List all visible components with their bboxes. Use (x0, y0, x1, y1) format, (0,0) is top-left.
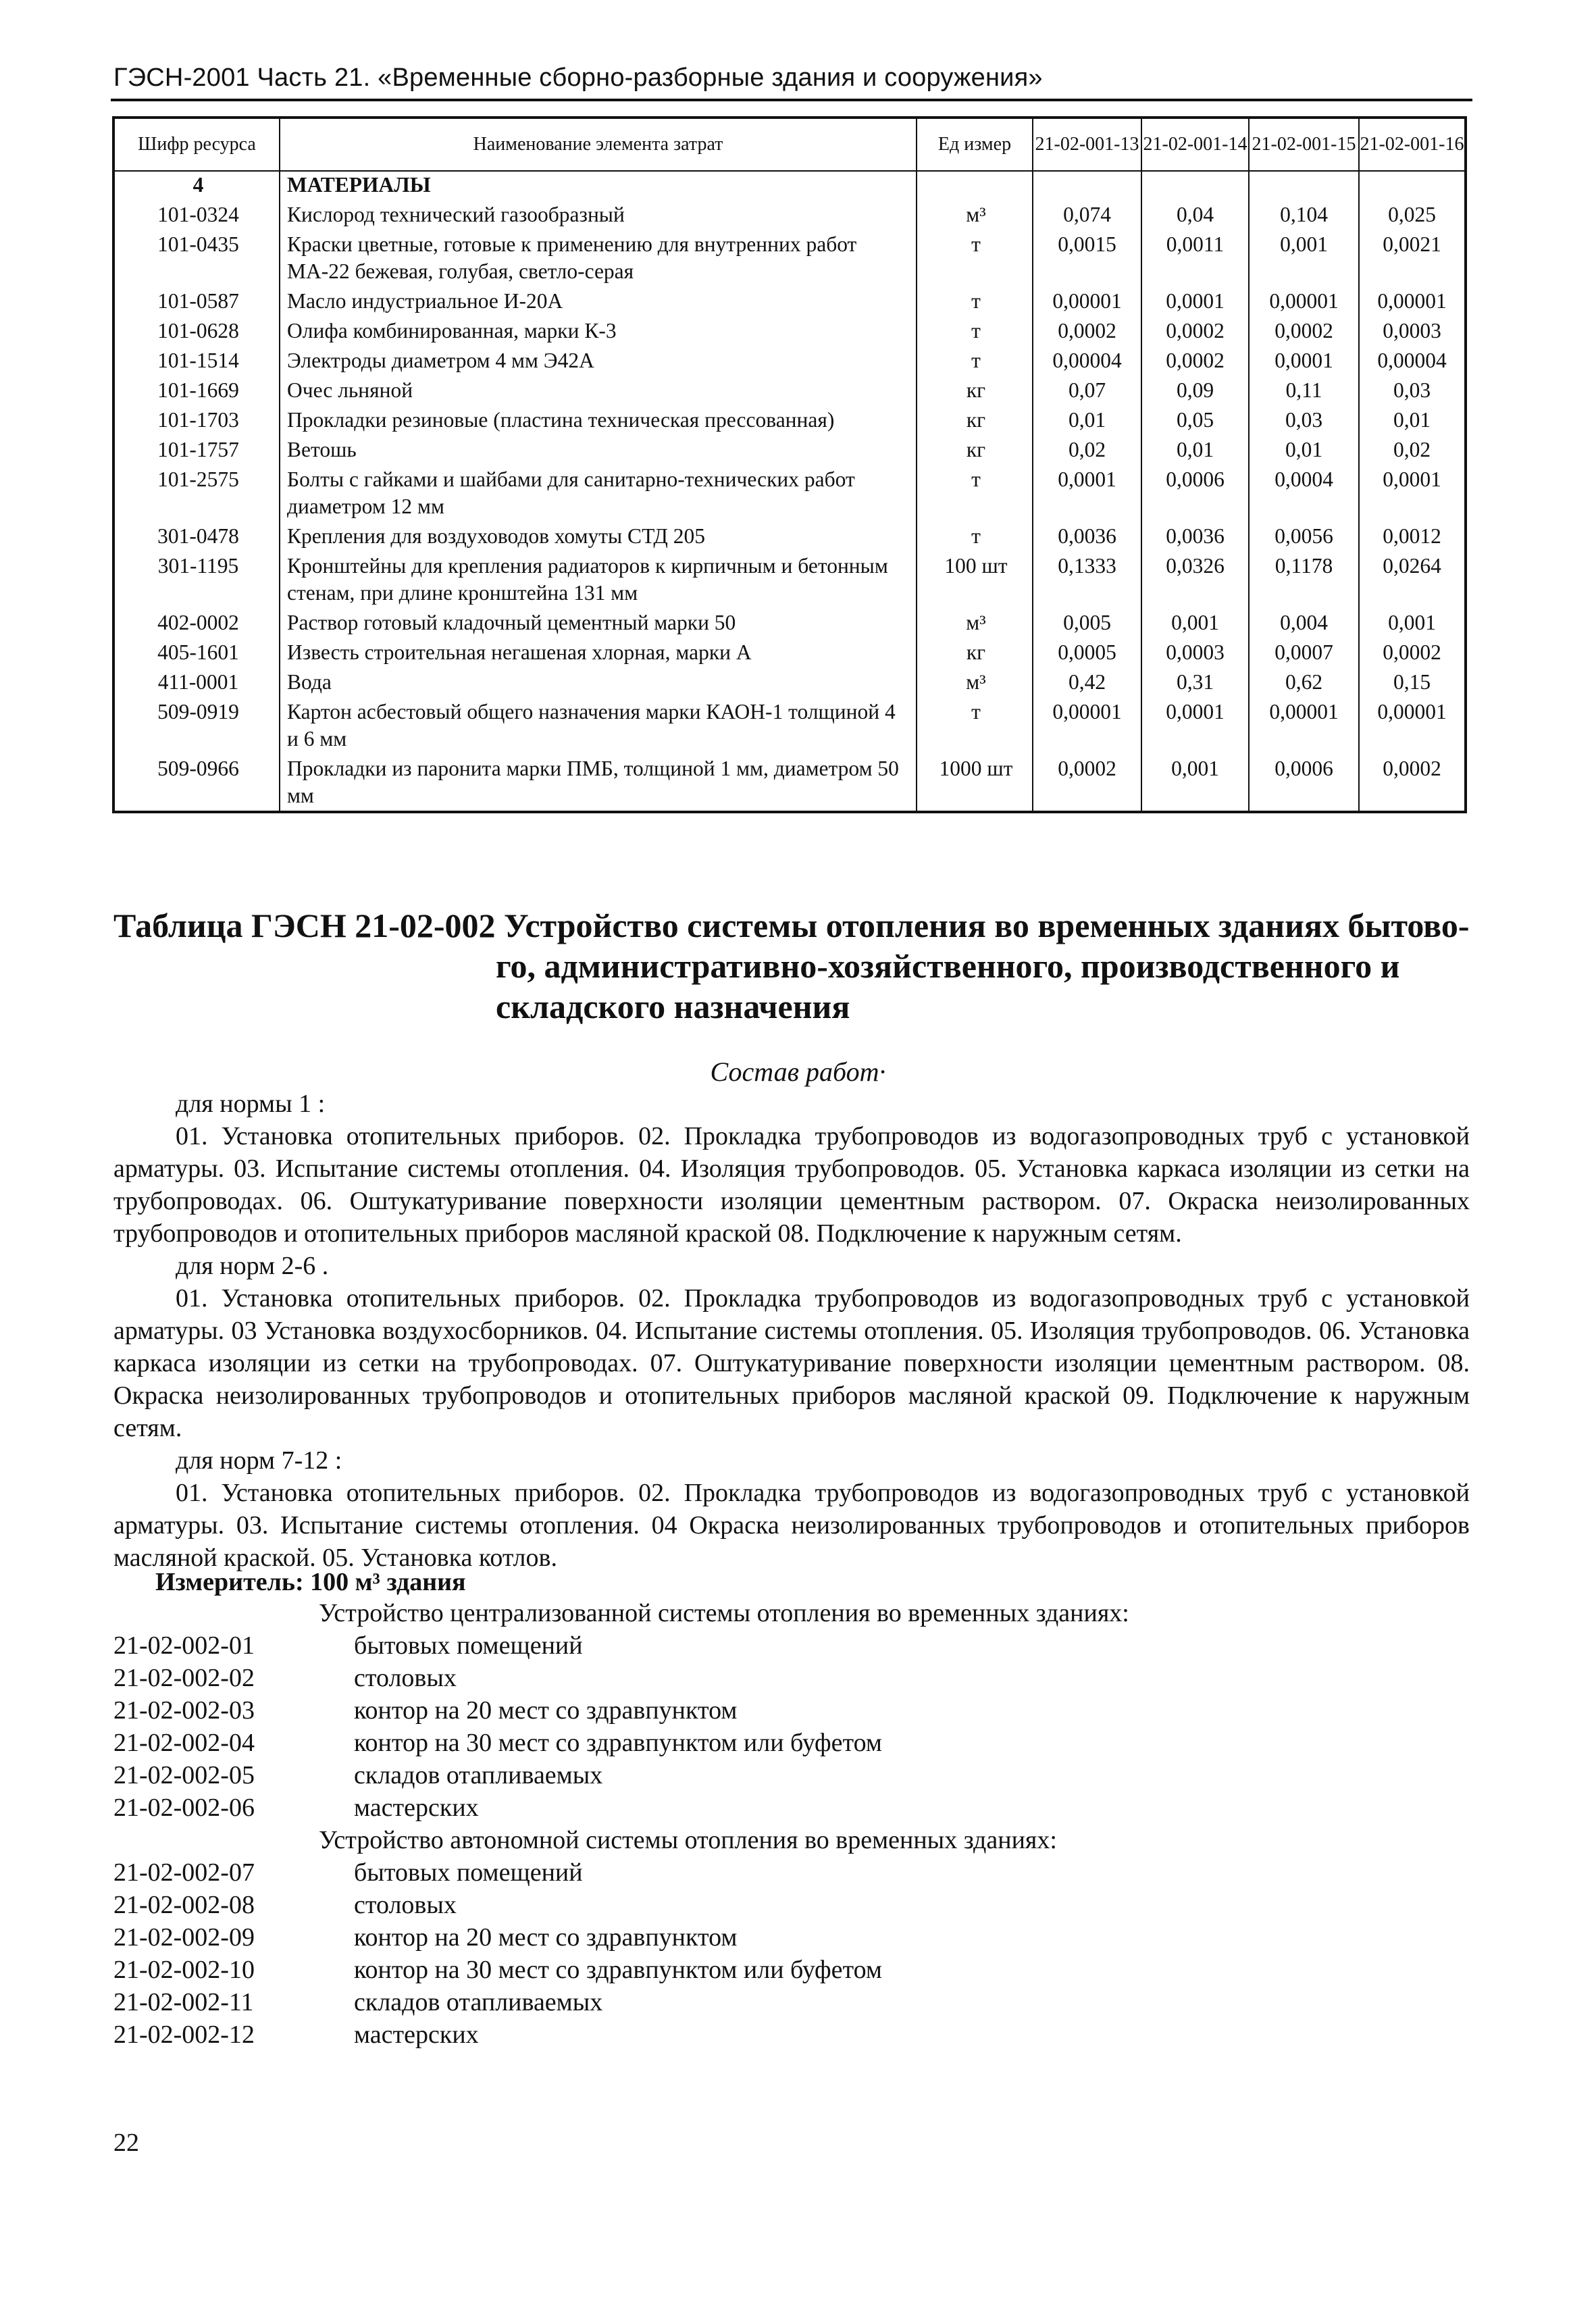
resource-code: 101-0628 (113, 316, 280, 346)
resource-value: 0,0001 (1141, 697, 1249, 754)
norm-1-label: для нормы 1 : (176, 1090, 326, 1118)
resource-unit: 1000 шт (917, 754, 1033, 812)
resource-value: 0,0001 (1141, 286, 1249, 316)
list-item (113, 1629, 1397, 1662)
list-item (113, 1954, 1397, 1986)
resource-code: 411-0001 (113, 667, 280, 697)
resource-name: Прокладки из паронита марки ПМБ, толщиной 1 мм, диаметром 50 мм (280, 754, 917, 812)
list-item (113, 1791, 1397, 1824)
norm-code-list (113, 1597, 1397, 2051)
resource-unit: т (917, 230, 1033, 286)
norm-description: столовых (354, 1664, 457, 1692)
norm-code: 21-02-002-05 (113, 1761, 255, 1789)
resource-code: 101-1514 (113, 346, 280, 376)
resource-value: 0,004 (1249, 608, 1359, 638)
resource-unit: 100 шт (917, 551, 1033, 608)
resource-value: 0,104 (1249, 200, 1359, 230)
group-2-items (113, 1856, 1397, 2051)
norm-code: 21-02-002-08 (113, 1891, 255, 1919)
norm-description: бытовых помещений (354, 1858, 583, 1887)
resource-value: 0,0006 (1249, 754, 1359, 812)
table-row (113, 286, 1466, 316)
resource-unit: т (917, 346, 1033, 376)
resource-value: 0,0002 (1141, 346, 1249, 376)
resource-value: 0,0015 (1033, 230, 1141, 286)
resource-code: 101-2575 (113, 465, 280, 522)
resource-value: 0,074 (1033, 200, 1141, 230)
section-title-line-2: го, административно-хозяйственного, производственного и (496, 947, 1400, 985)
resource-unit: кг (917, 405, 1033, 435)
table-row (113, 346, 1466, 376)
resource-value: 0,03 (1249, 405, 1359, 435)
running-header: ГЭСН-2001 Часть 21. «Временные сборно-разборные здания и сооружения» (113, 63, 1043, 92)
resource-value: 0,001 (1249, 230, 1359, 286)
norm-3-label: для норм 7-12 : (176, 1446, 342, 1475)
norm-description: складов отапливаемых (354, 1988, 603, 2016)
norm-description: контор на 30 мест со здравпунктом или буфетом (354, 1729, 882, 1757)
resource-unit: м³ (917, 200, 1033, 230)
norm-description: контор на 20 мест со здравпунктом (354, 1923, 738, 1952)
section-row (113, 171, 1466, 200)
norm-code: 21-02-002-01 (113, 1631, 255, 1660)
section-code: 4 (113, 171, 280, 200)
resource-value: 0,11 (1249, 376, 1359, 405)
resource-value: 0,0002 (1359, 754, 1466, 812)
resource-code: 509-0919 (113, 697, 280, 754)
group-1-items (113, 1629, 1397, 1824)
resource-value: 0,01 (1249, 435, 1359, 465)
norm-2-text: 01. Установка отопительных приборов. 02. Прокладка трубопроводов из водогазопроводных труб с установкой арматуры. 03 Установка воздухосборников. 04. Испытание системы отопления. 05. Изоляция трубопроводов. 06. Установка каркаса изоляции из сетки на трубопроводах. 07. Оштукатуривание поверхности изоляции цементным раствором. 08. Окраска неизолированных трубопроводов и отопительных приборов масляной краской 09. Подключение к наружным сетям. (113, 1284, 1470, 1442)
table-row (113, 754, 1466, 812)
resource-value: 0,0003 (1359, 316, 1466, 346)
table-row (113, 316, 1466, 346)
norm-code: 21-02-002-03 (113, 1696, 255, 1725)
resource-value: 0,03 (1359, 376, 1466, 405)
norm-code: 21-02-002-07 (113, 1858, 255, 1887)
group-2-title: Устройство автономной системы отопления во временных зданиях: (319, 1826, 1057, 1854)
resource-name: Прокладки резиновые (пластина техническая прессованная) (280, 405, 917, 435)
resource-value: 0,0264 (1359, 551, 1466, 608)
page-number: 22 (113, 2129, 139, 2157)
resource-name: Кислород технический газообразный (280, 200, 917, 230)
resource-value: 0,00001 (1249, 697, 1359, 754)
resource-code: 405-1601 (113, 638, 280, 667)
resource-code: 301-0478 (113, 522, 280, 551)
header-col-4: 21-02-001-16 (1359, 118, 1466, 171)
resource-value: 0,025 (1359, 200, 1466, 230)
resource-value: 0,0326 (1141, 551, 1249, 608)
resource-value: 0,04 (1141, 200, 1249, 230)
resource-value: 0,0007 (1249, 638, 1359, 667)
resource-name: Краски цветные, готовые к применению для внутренних работ МА-22 бежевая, голубая, светло-серая (280, 230, 917, 286)
header-col-2: 21-02-001-14 (1141, 118, 1249, 171)
resource-value: 0,05 (1141, 405, 1249, 435)
table-row (113, 405, 1466, 435)
resource-value: 0,01 (1359, 405, 1466, 435)
resource-value: 0,0036 (1033, 522, 1141, 551)
resource-unit: кг (917, 638, 1033, 667)
list-item (113, 1759, 1397, 1791)
table-row (113, 435, 1466, 465)
section-title-line-1: Таблица ГЭСН 21-02-002 Устройство системы отопления во временных зданиях бытово- (113, 907, 1470, 944)
list-item (113, 1694, 1397, 1727)
resource-value: 0,42 (1033, 667, 1141, 697)
norm-description: мастерских (354, 2020, 479, 2049)
resource-value: 0,01 (1141, 435, 1249, 465)
resource-value: 0,0002 (1033, 316, 1141, 346)
resource-value: 0,0056 (1249, 522, 1359, 551)
norm-code: 21-02-002-04 (113, 1729, 255, 1757)
resource-value: 0,0001 (1359, 465, 1466, 522)
resource-value: 0,00004 (1033, 346, 1141, 376)
resource-unit: т (917, 697, 1033, 754)
table-row (113, 376, 1466, 405)
norm-3-text: 01. Установка отопительных приборов. 02. Прокладка трубопроводов из водогазопроводных труб с установкой арматуры. 03. Испытание системы отопления. 04 Окраска неизолированных трубопроводов и отопительных приборов масляной краской. 05. Установка котлов. (113, 1479, 1470, 1572)
header-name: Наименование элемента затрат (280, 118, 917, 171)
resource-unit: кг (917, 435, 1033, 465)
section-name: МАТЕРИАЛЫ (280, 171, 917, 200)
list-item (113, 1889, 1397, 1921)
norm-description: складов отапливаемых (354, 1761, 603, 1789)
resource-value: 0,0001 (1033, 465, 1141, 522)
list-item (113, 1662, 1397, 1694)
header-col-1: 21-02-001-13 (1033, 118, 1141, 171)
list-item (113, 1921, 1397, 1954)
norm-2-label: для норм 2-6 . (176, 1252, 329, 1280)
table-row (113, 608, 1466, 638)
resource-name: Известь строительная негашеная хлорная, марки А (280, 638, 917, 667)
table-row (113, 697, 1466, 754)
resource-value: 0,0004 (1249, 465, 1359, 522)
resource-name: Кронштейны для крепления радиаторов к кирпичным и бетонным стенам, при длине кронштейна 131 мм (280, 551, 917, 608)
resource-value: 0,02 (1359, 435, 1466, 465)
norm-description: бытовых помещений (354, 1631, 583, 1660)
resource-code: 509-0966 (113, 754, 280, 812)
resource-value: 0,07 (1033, 376, 1141, 405)
resource-name: Крепления для воздуховодов хомуты СТД 205 (280, 522, 917, 551)
list-item (113, 1856, 1397, 1889)
norm-code: 21-02-002-12 (113, 2020, 255, 2049)
resource-value: 0,00001 (1033, 286, 1141, 316)
resource-unit: кг (917, 376, 1033, 405)
resource-name: Масло индустриальное И-20А (280, 286, 917, 316)
resource-value: 0,0021 (1359, 230, 1466, 286)
table-header-row (113, 118, 1466, 171)
section-title (113, 905, 1471, 1027)
table-row (113, 667, 1466, 697)
table-row (113, 230, 1466, 286)
list-item (113, 1986, 1397, 2018)
resource-code: 402-0002 (113, 608, 280, 638)
resource-name: Ветошь (280, 435, 917, 465)
resource-unit: м³ (917, 608, 1033, 638)
norm-code: 21-02-002-10 (113, 1956, 255, 1984)
table-row (113, 522, 1466, 551)
resource-value: 0,0001 (1249, 346, 1359, 376)
resource-value: 0,00001 (1359, 697, 1466, 754)
resource-value: 0,0002 (1359, 638, 1466, 667)
resource-name: Раствор готовый кладочный цементный марки 50 (280, 608, 917, 638)
resource-value: 0,0002 (1249, 316, 1359, 346)
resource-value: 0,00001 (1033, 697, 1141, 754)
header-rule (111, 99, 1472, 101)
resource-value: 0,31 (1141, 667, 1249, 697)
list-item (113, 2018, 1397, 2051)
resource-value: 0,0006 (1141, 465, 1249, 522)
resource-value: 0,0003 (1141, 638, 1249, 667)
norm-1-text: 01. Установка отопительных приборов. 02. Прокладка трубопроводов из водогазопроводных труб с установкой арматуры. 03. Испытание системы отопления. 04. Изоляция трубопроводов. 05. Установка каркаса изоляции из сетки на трубопроводах. 06. Оштукатуривание поверхности изоляции цементным раствором. 07. Окраска неизолированных трубопроводов и отопительных приборов масляной краской 08. Подключение к наружным сетям. (113, 1122, 1470, 1248)
resource-name: Вода (280, 667, 917, 697)
resource-code: 101-1757 (113, 435, 280, 465)
resource-name: Болты с гайками и шайбами для санитарно-технических работ диаметром 12 мм (280, 465, 917, 522)
resource-code: 101-1703 (113, 405, 280, 435)
norm-code: 21-02-002-06 (113, 1794, 255, 1822)
list-item (113, 1727, 1397, 1759)
resource-code: 101-0435 (113, 230, 280, 286)
resource-code: 301-1195 (113, 551, 280, 608)
norm-description: мастерских (354, 1794, 479, 1822)
composition-heading: Состав работ· (710, 1057, 886, 1087)
resource-value: 0,00001 (1359, 286, 1466, 316)
norm-description: контор на 20 мест со здравпунктом (354, 1696, 738, 1725)
table-row (113, 551, 1466, 608)
resource-value: 0,1333 (1033, 551, 1141, 608)
resource-value: 0,0011 (1141, 230, 1249, 286)
measure-unit: Измеритель: 100 м³ здания (155, 1568, 466, 1596)
norm-code: 21-02-002-09 (113, 1923, 255, 1952)
resource-code: 101-0587 (113, 286, 280, 316)
resource-value: 0,09 (1141, 376, 1249, 405)
resource-name: Картон асбестовый общего назначения марки КАОН-1 толщиной 4 и 6 мм (280, 697, 917, 754)
resource-value: 0,15 (1359, 667, 1466, 697)
resource-value: 0,62 (1249, 667, 1359, 697)
norm-code: 21-02-002-11 (113, 1988, 254, 2016)
resource-unit: т (917, 465, 1033, 522)
header-col-3: 21-02-001-15 (1249, 118, 1359, 171)
header-code: Шифр ресурса (113, 118, 280, 171)
resource-value: 0,00001 (1249, 286, 1359, 316)
resource-unit: т (917, 316, 1033, 346)
resource-name: Электроды диаметром 4 мм Э42А (280, 346, 917, 376)
resource-value: 0,005 (1033, 608, 1141, 638)
group-1-title: Устройство централизованной системы отопления во временных зданиях: (319, 1599, 1129, 1627)
resource-value: 0,1178 (1249, 551, 1359, 608)
resource-value: 0,0036 (1141, 522, 1249, 551)
resource-value: 0,00004 (1359, 346, 1466, 376)
resource-unit: т (917, 286, 1033, 316)
resource-code: 101-1669 (113, 376, 280, 405)
header-unit: Ед измер (917, 118, 1033, 171)
resource-value: 0,001 (1141, 754, 1249, 812)
resource-value: 0,001 (1141, 608, 1249, 638)
resource-code: 101-0324 (113, 200, 280, 230)
table-row (113, 200, 1466, 230)
norm-description: контор на 30 мест со здравпунктом или буфетом (354, 1956, 882, 1984)
resource-value: 0,0002 (1033, 754, 1141, 812)
norm-description: столовых (354, 1891, 457, 1919)
resource-value: 0,02 (1033, 435, 1141, 465)
resource-name: Очес льняной (280, 376, 917, 405)
resource-name: Олифа комбинированная, марки К-3 (280, 316, 917, 346)
resource-unit: т (917, 522, 1033, 551)
resource-value: 0,01 (1033, 405, 1141, 435)
resource-value: 0,0002 (1141, 316, 1249, 346)
table-row (113, 465, 1466, 522)
resource-value: 0,0012 (1359, 522, 1466, 551)
section-title-line-3: складского назначения (496, 988, 850, 1025)
norm-code: 21-02-002-02 (113, 1664, 255, 1692)
resource-value: 0,0005 (1033, 638, 1141, 667)
resource-value: 0,001 (1359, 608, 1466, 638)
table-row (113, 638, 1466, 667)
works-description (113, 1088, 1470, 1574)
resource-table (112, 116, 1467, 813)
resource-unit: м³ (917, 667, 1033, 697)
